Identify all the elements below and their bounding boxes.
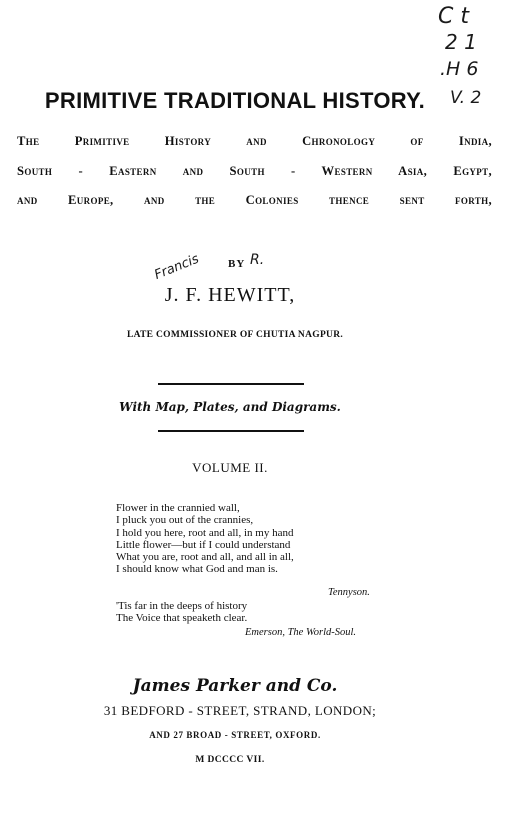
publisher-name: James Parker and Co. (132, 676, 338, 696)
poem-line: 'Tis far in the deeps of history (116, 600, 248, 612)
handwritten-shelfmark-1: C t (438, 4, 469, 29)
author-title: LATE COMMISSIONER OF CHUTIA NAGPUR. (126, 330, 344, 340)
poem-line: Little flower—but if I could understand (116, 538, 291, 551)
book-title: PRIMITIVE TRADITIONAL HISTORY. (44, 88, 426, 113)
publisher-address-london: 31 BEDFORD - STREET, STRAND, LONDON; (103, 703, 377, 718)
attribution-tennyson: Tennyson. (328, 587, 370, 598)
subtitle-line-3: and Europe, and the Colonies thence sent forth, (17, 193, 492, 207)
handwritten-name-annotation: Francis (152, 251, 202, 283)
poem-line: Flower in the crannied wall, (116, 502, 240, 514)
author-name: J. F. HEWITT, (164, 284, 296, 306)
by-label: BY (228, 258, 246, 270)
handwritten-shelfmark-3: .H 6 (440, 58, 479, 80)
handwritten-by-annotation: R. (250, 252, 265, 268)
poem-line: The Voice that speaketh clear. (116, 612, 248, 625)
poem-line: What you are, root and all, and all in all, (116, 551, 294, 564)
epigraph-emerson (116, 600, 247, 625)
top-rule (158, 383, 304, 385)
bottom-rule (158, 430, 304, 432)
epigraph-tennyson (116, 502, 294, 576)
handwritten-volume-note: V. 2 (450, 88, 482, 108)
illustrations-note: With Map, Plates, and Diagrams. (119, 400, 341, 414)
subtitle-line-1: The Primitive History and Chronology of India, (17, 134, 492, 148)
attribution-emerson: Emerson, The World-Soul. (245, 627, 357, 638)
poem-line: I should know what God and man is. (116, 563, 278, 576)
publisher-address-oxford: AND 27 BROAD - STREET, OXFORD. (149, 730, 321, 740)
publication-date: M DCCCC VII. (195, 755, 265, 765)
subtitle-line-2: South - Eastern and South - Western Asia, Egypt, (17, 164, 492, 178)
volume-label: VOLUME II. (192, 460, 268, 475)
handwritten-shelfmark-2: 2 1 (445, 30, 477, 54)
poem-line: I hold you here, root and all, in my hand (116, 526, 294, 539)
poem-line: I pluck you out of the crannies, (116, 514, 254, 527)
